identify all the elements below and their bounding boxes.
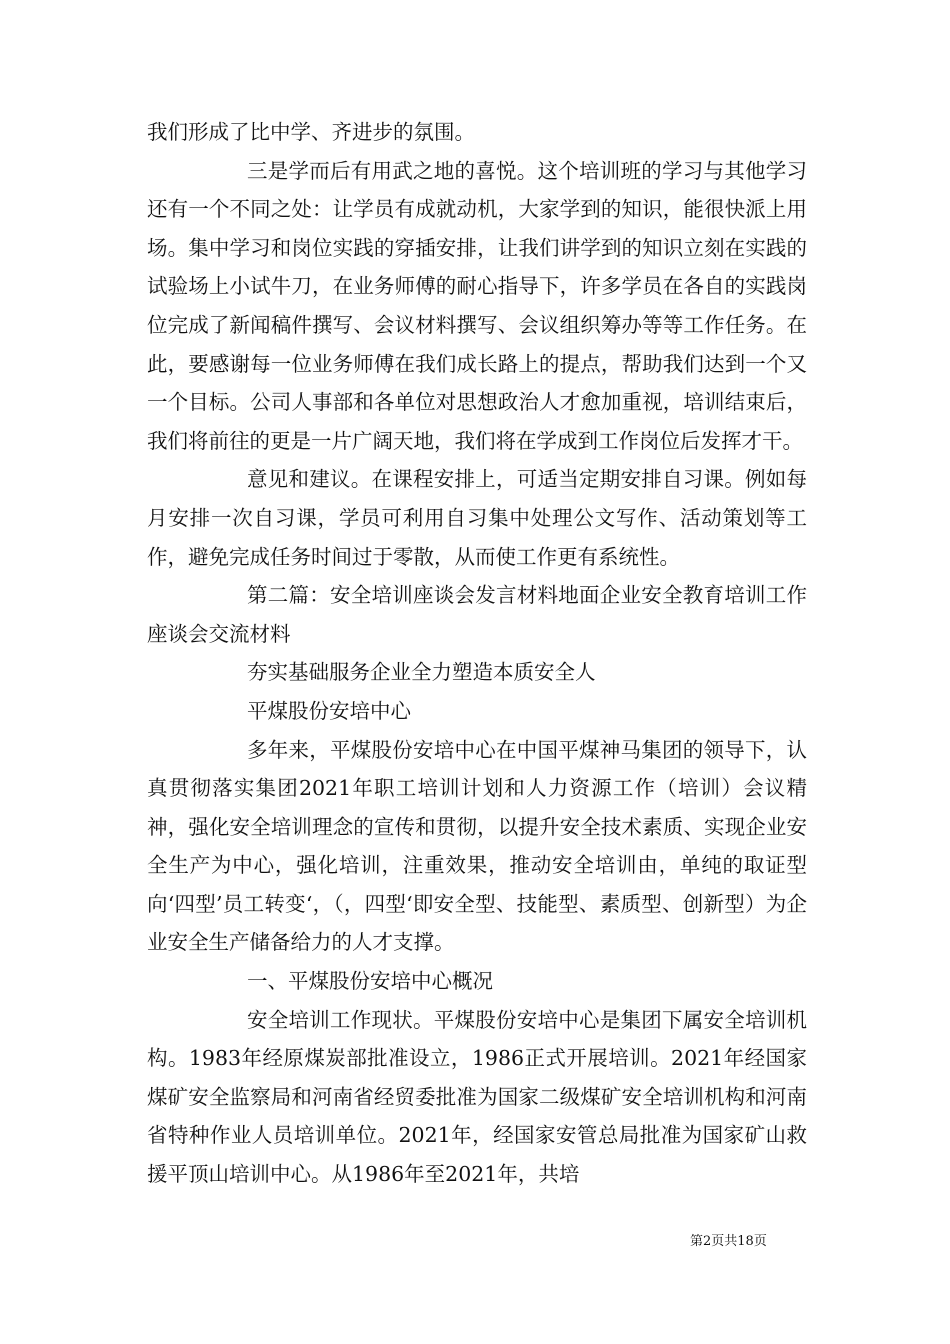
paragraph-introduction: 多年来，平煤股份安培中心在中国平煤神马集团的领导下，认真贯彻落实集团2021年职工培训计划和人力资源工作（培训）会议精神，强化安全培训理念的宣传和贯彻，以提升安全技术素质、实现企业安全生产为中心，强化培训，注重效果，推动安全培训由，单纯的取证型向‘四型’员工转变‘，（，四型‘即安全型、技能型、素质型、创新型）为企业安全生产储备给力的人才支撑。 [147,737,807,955]
paragraph-training-status: 安全培训工作现状。平煤股份安培中心是集团下属安全培训机构。1983年经原煤炭部批准设立，1986正式开展培训。2021年经国家煤矿安全监察局和河南省经贸委批准为国家二级煤矿安全培训机构和河南省特种作业人员培训单位。2021年，经国家安管总局批准为国家矿山救援平顶山培训中心。从1986年至2021年，共培 [147,1007,807,1187]
document-body [147,113,807,1194]
article-author: 平煤股份安培中心 [247,698,411,723]
article-title: 夯实基础服务企业全力塑造本质安全人 [247,660,596,685]
paragraph-suggestions: 意见和建议。在课程安排上，可适当定期安排自习课。例如每月安排一次自习课，学员可利用自习集中处理公文写作、活动策划等工作，避免完成任务时间过于零散，从而使工作更有系统性。 [147,467,807,569]
section-heading-overview: 一、平煤股份安培中心概况 [247,969,493,994]
paragraph-joy-of-application: 三是学而后有用武之地的喜悦。这个培训班的学习与其他学习还有一个不同之处：让学员有成就动机，大家学到的知识，能很快派上用场。集中学习和岗位实践的穿插安排，让我们讲学到的知识立刻在实践的试验场上小试牛刀，在业务师傅的耐心指导下，许多学员在各自的实践岗位完成了新闻稿件撰写、会议材料撰写、会议组织筹办等等工作任务。在此，要感谢每一位业务师傅在我们成长路上的提点，帮助我们达到一个又一个目标。公司人事部和各单位对思想政治人才愈加重视，培训结束后，我们将前往的更是一片广阔天地，我们将在学成到工作岗位后发挥才干。 [147,158,807,453]
section-heading-part-two: 第二篇：安全培训座谈会发言材料地面企业安全教育培训工作座谈会交流材料 [147,583,807,646]
page-number-footer: 第2页共18页 [690,1234,767,1249]
paragraph-continuation: 我们形成了比中学、齐进步的氛围。 [147,120,475,144]
